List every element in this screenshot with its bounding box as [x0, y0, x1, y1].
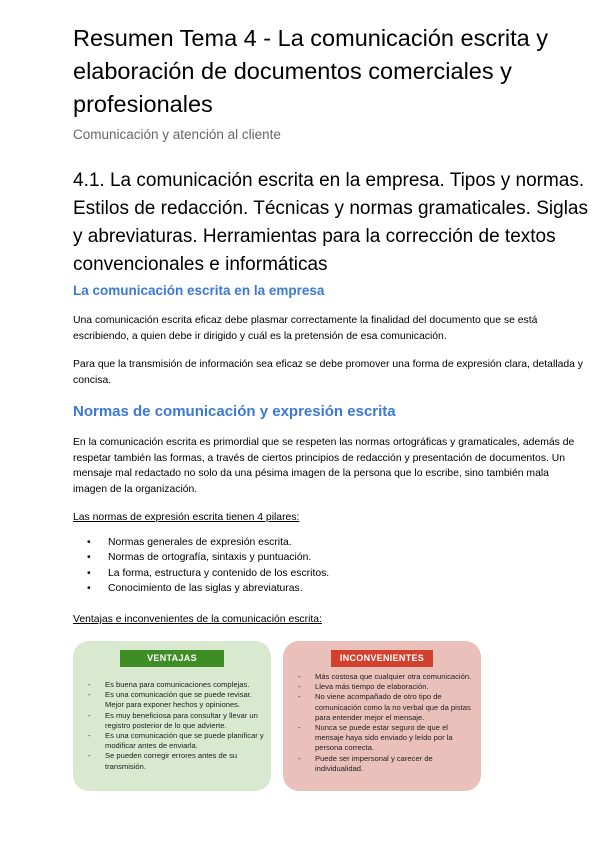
advantages-list: [85, 680, 265, 772]
document-title: Resumen Tema 4 - La comunicación escrita y elaboración de documentos comerciales y profesionales: [73, 25, 549, 117]
list-item: - Lleva más tiempo de elaboración.: [295, 682, 475, 692]
list-item: • Normas generales de expresión escrita.: [73, 535, 329, 550]
list-item: - Puede ser impersonal y carecer de individualidad.: [295, 754, 475, 774]
list-item: • La forma, estructura y contenido de los escritos.: [73, 566, 329, 581]
list-item: • Normas de ortografía, sintaxis y puntuación.: [73, 550, 329, 565]
list-item: - Es una comunicación que se puede planificar y modificar antes de enviarla.: [85, 731, 265, 751]
comparison-label: Ventajas e inconvenientes de la comunicación escrita:: [73, 614, 322, 625]
document-subtitle: Comunicación y atención al cliente: [73, 127, 281, 142]
disadvantages-list: [295, 672, 475, 774]
disadvantages-card: [283, 641, 481, 791]
list-item: - Nunca se puede estar seguro de que el mensaje haya sido enviado y leído por la persona correcta.: [295, 723, 475, 754]
list-item: - Es una comunicación que se puede revisar. Mejor para exponer hechos y opiniones.: [85, 690, 265, 710]
pillars-label: Las normas de expresión escrita tienen 4 pilares:: [73, 512, 300, 523]
list-item: - Es buena para comunicaciones complejas.: [85, 680, 265, 690]
section-heading: 4.1. La comunicación escrita en la empresa. Tipos y normas. Estilos de redacción. Técnicas y normas gramaticales. Siglas y abreviaturas. Herramientas para la corrección de textos convencionales e informáticas: [73, 170, 588, 275]
list-item: - Se pueden corregir errores antes de su transmisión.: [85, 751, 265, 771]
paragraph-norms: En la comunicación escrita es primordial que se respeten las normas ortográficas y gramaticales, además de respetar también las formas, a través de ciertos principios de redacción y presentación de documentos. Un mensaje mal redactado no solo da una pésima imagen de la persona que lo escribe, sino también mala imagen de la organización.: [73, 437, 575, 495]
subheading-norms: Normas de comunicación y expresión escrita: [73, 403, 396, 420]
advantages-card: [73, 641, 271, 791]
list-item: - Es muy beneficiosa para consultar y llevar un registro posterior de lo que advierte.: [85, 711, 265, 731]
list-item: - No viene acompañado de otro tipo de comunicación como la no verbal que da pistas para entender mejor el mensaje.: [295, 692, 475, 723]
advantages-title: VENTAJAS: [120, 650, 224, 667]
paragraph-effective-communication: Una comunicación escrita eficaz debe plasmar correctamente la finalidad del documento que se está escribiendo, a quien debe ir dirigido y cuál es la pretensión de esa comunicación.: [73, 315, 538, 342]
list-item: - Más costosa que cualquier otra comunicación.: [295, 672, 475, 682]
pillars-list: [73, 535, 329, 597]
paragraph-clear-expression: Para que la transmisión de información sea eficaz se debe promover una forma de expresión clara, detallada y concisa.: [73, 359, 583, 386]
subheading-written-communication: La comunicación escrita en la empresa: [73, 283, 325, 298]
list-item: • Conocimiento de las siglas y abreviaturas.: [73, 581, 329, 596]
disadvantages-title: INCONVENIENTES: [331, 650, 433, 667]
